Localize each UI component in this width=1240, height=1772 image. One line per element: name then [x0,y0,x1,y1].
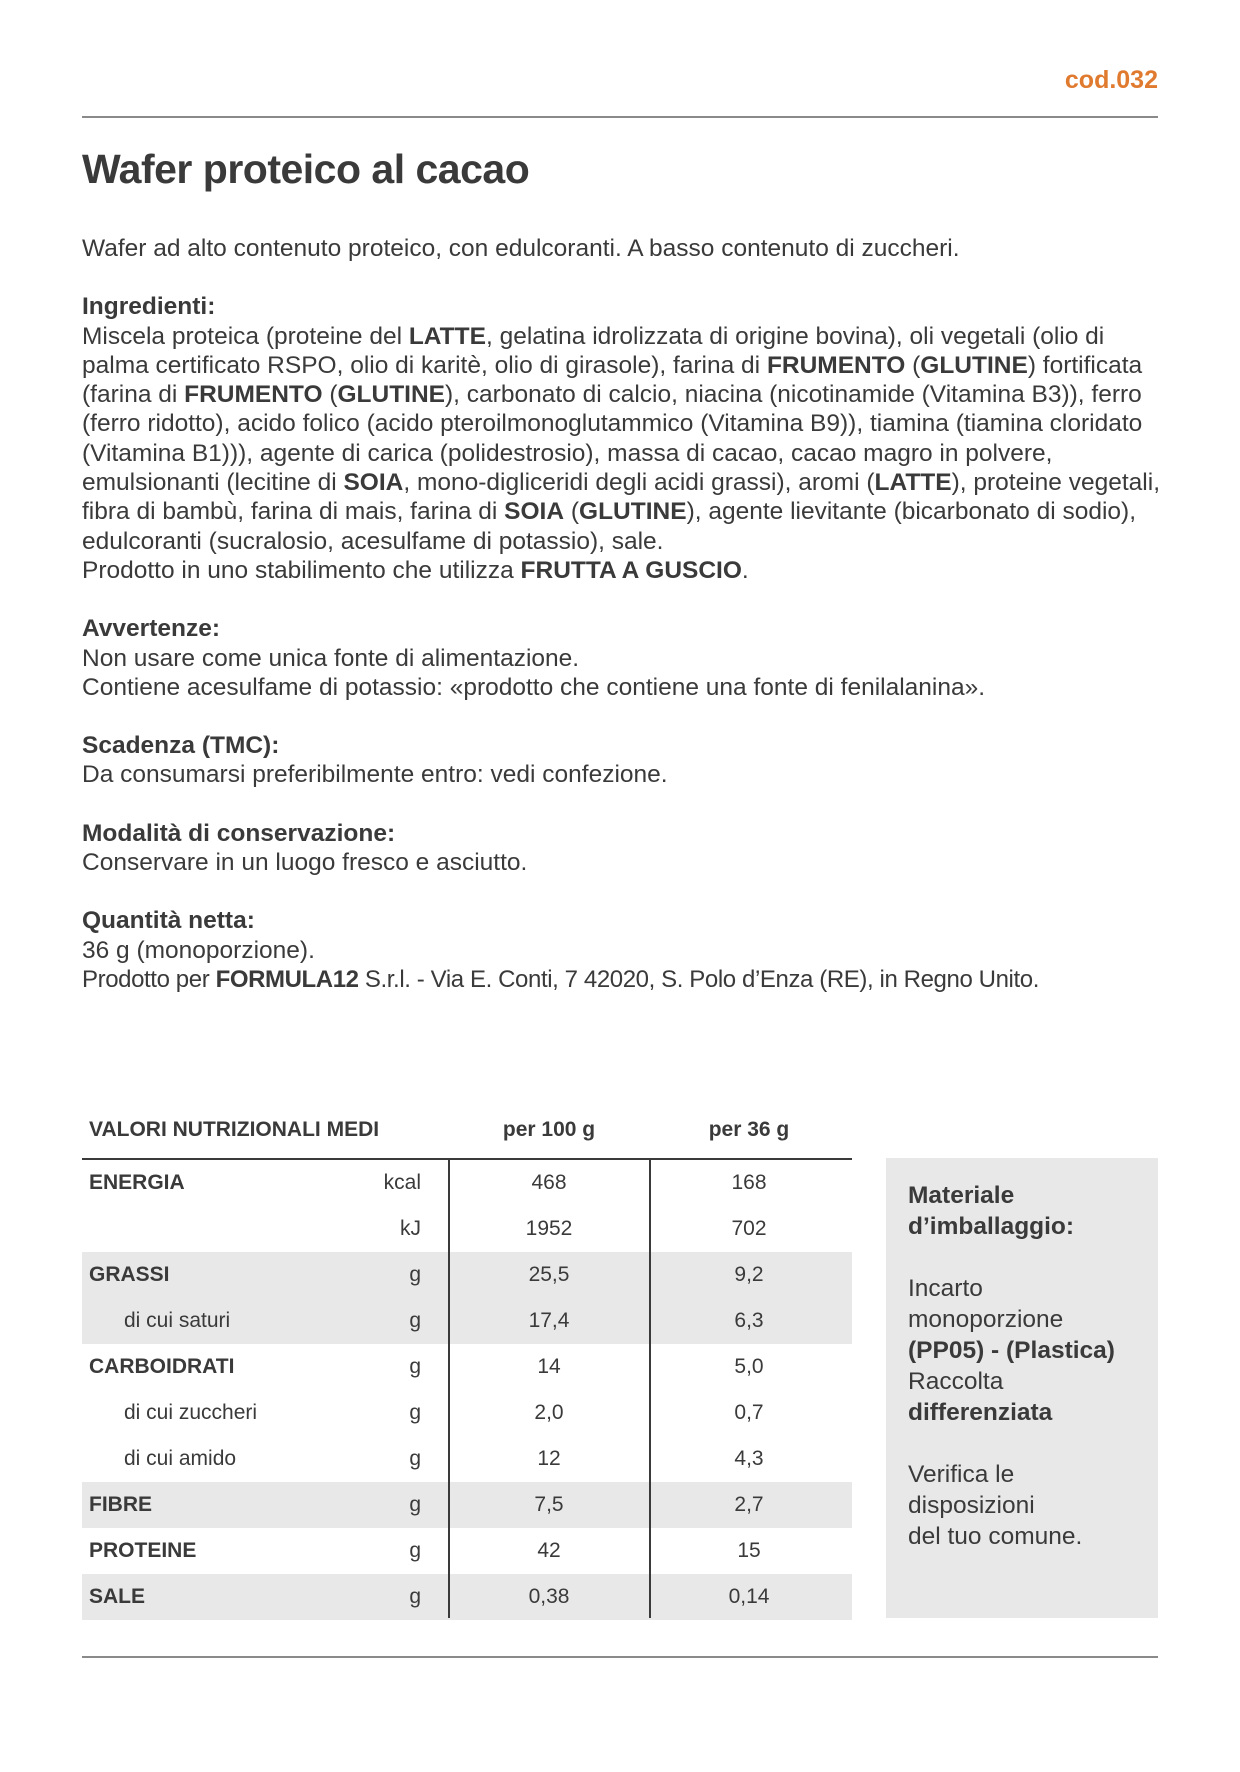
nutrient-unit: kJ [400,1217,421,1240]
ingredients-text: ), agente lievitante (bicarbonato di sodio), edulcoranti (sucralosio, acesulfame di potassio), sale. [82,498,1136,555]
product-info [82,234,1162,994]
quantity-heading: Quantità netta: [82,907,255,935]
table-row [82,1482,852,1528]
manufacturer-address: S.r.l. - Via E. Conti, 7 42020, S. Polo d’Enza (RE), in Regno Unito. [358,965,1039,993]
allergen: GLUTINE [337,381,446,409]
warnings-section [82,614,1162,702]
value-per-36g: 168 [731,1171,767,1194]
product-code: cod.032 [1064,66,1158,94]
table-row [82,1344,852,1390]
packaging-text: Raccolta [908,1368,1004,1395]
value-per-100g: 7,5 [534,1493,564,1516]
nutrition-header [82,1112,852,1160]
quantity-section [82,906,1162,965]
packaging-heading: Materiale [908,1182,1015,1209]
value-per-100g: 0,38 [528,1585,570,1608]
packaging-note: Verifica le [908,1461,1015,1488]
warning-line: Non usare come unica fonte di alimentazione. [82,644,580,672]
allergen: GLUTINE [579,498,687,526]
table-divider [448,1158,450,1618]
ingredients-text: , gelatina idrolizzata di origine bovina), oli vegetali (olio di palma certificato RSPO, olio di karitè, olio di girasole), farina di [82,322,1105,379]
allergen: LATTE [408,322,486,350]
table-divider [649,1158,651,1618]
allergen: FRUTTA A GUSCIO [520,556,742,584]
ingredients-text: ), carbonato di calcio, niacina (nicotinamide (Vitamina B3)), ferro (ferro ridotto), acido folico (acido pteroilmonoglutammico (Vitamina B9)), tiamina (tiamina cloridato (Vitamina B1))), agente di carica (polidestrosio), massa di cacao, cacao magro in polvere, emulsionanti (lecitine di [82,381,1143,497]
value-per-36g: 15 [737,1539,761,1562]
ingredients-text: ( [905,351,921,379]
nutrient-name: di cui amido [124,1447,237,1470]
nutrient-name: ENERGIA [89,1171,185,1194]
table-row [82,1574,852,1620]
table-row [82,1252,852,1298]
packaging-note: del tuo comune. [908,1523,1083,1550]
table-row [82,1528,852,1574]
storage-heading: Modalità di conservazione: [82,819,396,847]
expiry-heading: Scadenza (TMC): [82,732,280,760]
value-per-100g: 42 [537,1539,561,1562]
nutrition-rows [82,1160,852,1620]
ingredients-text: , mono-digliceridi degli acidi grassi), aromi ( [403,469,875,497]
nutrient-unit: kcal [383,1171,421,1194]
nuts-notice-end: . [741,556,749,584]
nutrient-unit: g [409,1585,421,1608]
value-per-36g: 5,0 [734,1355,764,1378]
nutrient-name: CARBOIDRATI [89,1355,235,1378]
value-per-36g: 702 [731,1217,767,1240]
nutrient-unit: g [409,1263,421,1286]
allergen: SOIA [343,469,404,497]
ingredients-section [82,292,1162,585]
nutrition-header-per100: per 100 g [502,1118,596,1141]
nutrient-name: PROTEINE [89,1539,197,1562]
nutrient-unit: g [409,1355,421,1378]
ingredients-text: ( [564,498,580,526]
nutrition-header-name: VALORI NUTRIZIONALI MEDI [89,1118,380,1141]
value-per-36g: 9,2 [734,1263,764,1286]
nutrient-name: SALE [89,1585,146,1608]
nutrient-unit: g [409,1401,421,1424]
packaging-text: monoporzione [908,1306,1064,1333]
value-per-100g: 25,5 [528,1263,570,1286]
nutrient-name: FIBRE [89,1493,152,1516]
nutrition-table [82,1112,852,1620]
manufacturer-line [82,965,1162,994]
value-per-100g: 1952 [525,1217,573,1240]
value-per-36g: 2,7 [734,1493,764,1516]
warnings-heading: Avvertenze: [82,615,220,643]
ingredients-text: ( [322,381,338,409]
description: Wafer ad alto contenuto proteico, con edulcoranti. A basso contenuto di zuccheri. [82,235,960,262]
warning-line: Contiene acesulfame di potassio: «prodotto che contiene una fonte di fenilalanina». [82,673,986,701]
allergen: GLUTINE [920,351,1028,379]
value-per-36g: 4,3 [734,1447,764,1470]
storage-section [82,819,1162,878]
value-per-100g: 14 [537,1355,561,1378]
expiry-text: Da consumarsi preferibilmente entro: vedi confezione. [82,761,668,789]
storage-text: Conservare in un luogo fresco e asciutto. [82,849,528,877]
bottom-divider [82,1656,1158,1658]
allergen: FRUMENTO [766,351,906,379]
table-row [82,1298,852,1344]
nutrition-header-per36: per 36 g [708,1118,790,1141]
nutrient-name: di cui zuccheri [124,1401,258,1424]
ingredients-text: ) fortificata (farina di [82,351,1143,409]
value-per-100g: 2,0 [534,1401,564,1424]
nuts-notice: Prodotto in uno stabilimento che utilizza [82,556,521,584]
quantity-text: 36 g (monoporzione). [82,936,315,964]
ingredients-heading: Ingredienti: [82,293,216,321]
brand-name: FORMULA12 [215,965,359,993]
nutrient-unit: g [409,1493,421,1516]
nutrient-unit: g [409,1539,421,1562]
allergen: SOIA [504,498,565,526]
packaging-text: Incarto [908,1275,983,1302]
packaging-note: disposizioni [908,1492,1035,1519]
value-per-36g: 6,3 [734,1309,764,1332]
value-per-100g: 12 [537,1447,561,1470]
packaging-heading: d’imballaggio: [908,1213,1075,1240]
value-per-36g: 0,7 [734,1401,764,1424]
manufacturer-prefix: Prodotto per [82,965,216,993]
packaging-text: differenziata [908,1399,1053,1426]
expiry-section [82,731,1162,790]
allergen: LATTE [874,469,952,497]
value-per-36g: 0,14 [728,1585,770,1608]
table-row [82,1160,852,1206]
page-title: Wafer proteico al cacao [82,146,530,192]
ingredients-text: ), proteine vegetali, fibra di bambù, farina di mais, farina di [82,469,1160,526]
ingredients-text: Miscela proteica (proteine del [82,322,409,350]
packaging-material: (PP05) - (Plastica) [908,1337,1115,1364]
table-row [82,1436,852,1482]
table-row [82,1390,852,1436]
allergen: FRUMENTO [184,381,323,409]
nutrient-unit: g [409,1447,421,1470]
packaging-box [886,1158,1158,1618]
table-row [82,1206,852,1252]
nutrient-unit: g [409,1309,421,1332]
nutrient-name: di cui saturi [124,1309,231,1332]
value-per-100g: 468 [531,1171,567,1194]
nutrient-name: GRASSI [89,1263,170,1286]
top-divider [82,116,1158,118]
value-per-100g: 17,4 [528,1309,570,1332]
